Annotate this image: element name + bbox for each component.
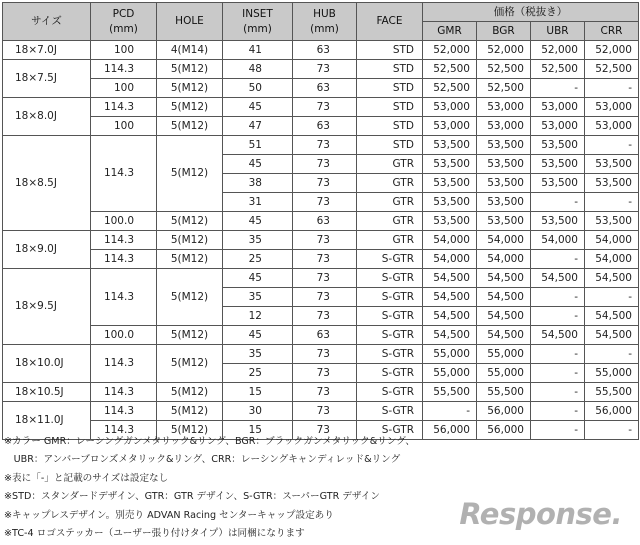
note-colors-cont: UBR：アンバーブロンズメタリック&リング、CRR：レーシングキャンディレッド&リング [4, 454, 401, 466]
hub-cell: 73 [293, 383, 357, 402]
size-cell: 18×10.0J [3, 345, 91, 383]
inset-cell: 45 [223, 269, 293, 288]
gmr-price-cell: 52,000 [423, 41, 477, 60]
pcd-cell: 114.3 [91, 98, 157, 117]
crr-price-cell: - [585, 421, 639, 440]
hub-cell: 63 [293, 79, 357, 98]
gmr-price-cell: 52,500 [423, 60, 477, 79]
note-colors: ※カラー GMR：レーシングガンメタリック&リング、BGR：ブラックガンメタリック&リング、 [4, 436, 416, 447]
crr-price-cell: 53,000 [585, 117, 639, 136]
inset-cell: 45 [223, 326, 293, 345]
table-row [3, 402, 639, 421]
crr-price-cell: - [585, 193, 639, 212]
inset-cell: 30 [223, 402, 293, 421]
header-inset: INSET (mm) [223, 3, 293, 41]
gmr-price-cell: - [423, 402, 477, 421]
ubr-price-cell: 53,000 [531, 117, 585, 136]
pcd-cell: 100 [91, 41, 157, 60]
ubr-price-cell: 53,000 [531, 98, 585, 117]
table-row [3, 98, 639, 117]
gmr-price-cell: 54,500 [423, 307, 477, 326]
hub-cell: 73 [293, 60, 357, 79]
ubr-price-cell: 53,500 [531, 155, 585, 174]
bgr-price-cell: 54,500 [477, 326, 531, 345]
ubr-price-cell: - [531, 383, 585, 402]
bgr-price-cell: 53,500 [477, 212, 531, 231]
bgr-price-cell: 53,500 [477, 193, 531, 212]
size-cell: 18×10.5J [3, 383, 91, 402]
table-row [3, 250, 639, 269]
face-cell: GTR [357, 174, 423, 193]
table-row [3, 345, 639, 364]
crr-price-cell: 53,000 [585, 98, 639, 117]
ubr-price-cell: - [531, 421, 585, 440]
gmr-price-cell: 53,500 [423, 193, 477, 212]
hub-cell: 73 [293, 155, 357, 174]
table-row [3, 212, 639, 231]
face-cell: STD [357, 136, 423, 155]
table-row [3, 117, 639, 136]
pcd-cell: 114.3 [91, 60, 157, 79]
pcd-cell: 114.3 [91, 402, 157, 421]
inset-cell: 38 [223, 174, 293, 193]
bgr-price-cell: 52,500 [477, 60, 531, 79]
ubr-price-cell: 53,500 [531, 136, 585, 155]
gmr-price-cell: 53,000 [423, 117, 477, 136]
pcd-cell: 100 [91, 117, 157, 136]
bgr-price-cell: 52,000 [477, 41, 531, 60]
bgr-price-cell: 53,500 [477, 174, 531, 193]
ubr-price-cell: 54,500 [531, 326, 585, 345]
hole-cell: 5(M12) [157, 136, 223, 212]
header-crr: CRR [585, 22, 639, 41]
face-cell: S-GTR [357, 307, 423, 326]
crr-price-cell: 54,000 [585, 231, 639, 250]
pcd-cell: 114.3 [91, 231, 157, 250]
hole-cell: 5(M12) [157, 383, 223, 402]
inset-cell: 45 [223, 212, 293, 231]
face-cell: STD [357, 117, 423, 136]
hole-cell: 5(M12) [157, 250, 223, 269]
inset-cell: 35 [223, 288, 293, 307]
face-cell: GTR [357, 231, 423, 250]
crr-price-cell: 52,000 [585, 41, 639, 60]
face-cell: STD [357, 60, 423, 79]
face-cell: GTR [357, 193, 423, 212]
size-cell: 18×11.0J [3, 402, 91, 440]
gmr-price-cell: 55,000 [423, 364, 477, 383]
crr-price-cell: - [585, 345, 639, 364]
ubr-price-cell: - [531, 307, 585, 326]
inset-cell: 48 [223, 60, 293, 79]
bgr-price-cell: 56,000 [477, 402, 531, 421]
bgr-price-cell: 54,000 [477, 250, 531, 269]
hub-cell: 73 [293, 364, 357, 383]
gmr-price-cell: 56,000 [423, 421, 477, 440]
pcd-cell: 114.3 [91, 269, 157, 326]
size-cell: 18×9.5J [3, 269, 91, 345]
hub-cell: 73 [293, 288, 357, 307]
inset-cell: 45 [223, 98, 293, 117]
note-unavailable: ※表に「-」と記載のサイズは設定なし [4, 472, 169, 484]
hole-cell: 5(M12) [157, 345, 223, 383]
crr-price-cell: - [585, 79, 639, 98]
crr-price-cell: 54,500 [585, 326, 639, 345]
bgr-price-cell: 54,500 [477, 307, 531, 326]
ubr-price-cell: 53,500 [531, 212, 585, 231]
hub-cell: 73 [293, 231, 357, 250]
pcd-cell: 114.3 [91, 421, 157, 440]
bgr-price-cell: 53,500 [477, 136, 531, 155]
gmr-price-cell: 53,500 [423, 174, 477, 193]
crr-price-cell: 55,000 [585, 364, 639, 383]
hub-cell: 73 [293, 174, 357, 193]
hub-cell: 73 [293, 402, 357, 421]
crr-price-cell: - [585, 288, 639, 307]
ubr-price-cell: 54,000 [531, 231, 585, 250]
inset-cell: 12 [223, 307, 293, 326]
bgr-price-cell: 53,500 [477, 155, 531, 174]
table-row [3, 383, 639, 402]
inset-cell: 25 [223, 250, 293, 269]
size-cell: 18×7.5J [3, 60, 91, 98]
hub-cell: 73 [293, 193, 357, 212]
table-row [3, 136, 639, 155]
header-hole: HOLE [157, 3, 223, 41]
face-cell: GTR [357, 155, 423, 174]
inset-cell: 35 [223, 345, 293, 364]
wheel-spec-table [2, 2, 639, 440]
hub-cell: 63 [293, 117, 357, 136]
ubr-price-cell: - [531, 288, 585, 307]
inset-cell: 15 [223, 421, 293, 440]
hub-cell: 73 [293, 98, 357, 117]
hub-cell: 63 [293, 212, 357, 231]
size-cell: 18×7.0J [3, 41, 91, 60]
bgr-price-cell: 53,000 [477, 117, 531, 136]
bgr-price-cell: 55,000 [477, 345, 531, 364]
face-cell: S-GTR [357, 364, 423, 383]
hole-cell: 5(M12) [157, 326, 223, 345]
hole-cell: 5(M12) [157, 269, 223, 326]
size-cell: 18×8.5J [3, 136, 91, 231]
table-row [3, 326, 639, 345]
bgr-price-cell: 54,000 [477, 231, 531, 250]
crr-price-cell: 54,500 [585, 307, 639, 326]
table-row [3, 60, 639, 79]
size-cell: 18×8.0J [3, 98, 91, 136]
crr-price-cell: 53,500 [585, 174, 639, 193]
pcd-cell: 100.0 [91, 212, 157, 231]
header-bgr: BGR [477, 22, 531, 41]
gmr-price-cell: 54,500 [423, 326, 477, 345]
hole-cell: 5(M12) [157, 402, 223, 421]
header-face: FACE [357, 3, 423, 41]
note-sticker: ※TC-4 ロゴステッカー（ユーザー張り付けタイプ）は同梱になります [4, 528, 305, 540]
hub-cell: 73 [293, 307, 357, 326]
ubr-price-cell: 54,500 [531, 269, 585, 288]
note-face-design: ※STD：スタンダードデザイン、GTR：GTR デザイン、S-GTR：スーパーGTR デザイン [4, 491, 380, 503]
hole-cell: 4(M14) [157, 41, 223, 60]
face-cell: S-GTR [357, 345, 423, 364]
face-cell: S-GTR [357, 269, 423, 288]
gmr-price-cell: 53,500 [423, 136, 477, 155]
gmr-price-cell: 55,000 [423, 345, 477, 364]
gmr-price-cell: 54,500 [423, 288, 477, 307]
crr-price-cell: 55,500 [585, 383, 639, 402]
face-cell: S-GTR [357, 402, 423, 421]
crr-price-cell: 54,500 [585, 269, 639, 288]
ubr-price-cell: - [531, 364, 585, 383]
bgr-price-cell: 55,000 [477, 364, 531, 383]
crr-price-cell: 53,500 [585, 155, 639, 174]
header-price: 価格（税抜き） [423, 3, 639, 22]
inset-cell: 50 [223, 79, 293, 98]
pcd-cell: 100.0 [91, 326, 157, 345]
gmr-price-cell: 53,500 [423, 155, 477, 174]
inset-cell: 15 [223, 383, 293, 402]
ubr-price-cell: - [531, 193, 585, 212]
crr-price-cell: 52,500 [585, 60, 639, 79]
hub-cell: 73 [293, 345, 357, 364]
table-row [3, 41, 639, 60]
face-cell: S-GTR [357, 250, 423, 269]
hub-cell: 73 [293, 269, 357, 288]
bgr-price-cell: 53,000 [477, 98, 531, 117]
gmr-price-cell: 54,500 [423, 269, 477, 288]
header-ubr: UBR [531, 22, 585, 41]
inset-cell: 51 [223, 136, 293, 155]
ubr-price-cell: 53,500 [531, 174, 585, 193]
inset-cell: 41 [223, 41, 293, 60]
hole-cell: 5(M12) [157, 212, 223, 231]
hole-cell: 5(M12) [157, 117, 223, 136]
header-hub: HUB (mm) [293, 3, 357, 41]
bgr-price-cell: 52,500 [477, 79, 531, 98]
pcd-cell: 114.3 [91, 345, 157, 383]
hole-cell: 5(M12) [157, 79, 223, 98]
gmr-price-cell: 52,500 [423, 79, 477, 98]
face-cell: S-GTR [357, 383, 423, 402]
face-cell: STD [357, 98, 423, 117]
inset-cell: 35 [223, 231, 293, 250]
header-size: サイズ [3, 3, 91, 41]
pcd-cell: 114.3 [91, 136, 157, 212]
bgr-price-cell: 56,000 [477, 421, 531, 440]
gmr-price-cell: 54,000 [423, 250, 477, 269]
face-cell: STD [357, 41, 423, 60]
hub-cell: 73 [293, 421, 357, 440]
ubr-price-cell: - [531, 79, 585, 98]
bgr-price-cell: 54,500 [477, 288, 531, 307]
response-watermark-logo: Response. [459, 497, 622, 531]
size-cell: 18×9.0J [3, 231, 91, 269]
pcd-cell: 114.3 [91, 383, 157, 402]
inset-cell: 45 [223, 155, 293, 174]
ubr-price-cell: - [531, 402, 585, 421]
face-cell: GTR [357, 212, 423, 231]
pcd-cell: 114.3 [91, 250, 157, 269]
ubr-price-cell: - [531, 345, 585, 364]
bgr-price-cell: 54,500 [477, 269, 531, 288]
hub-cell: 63 [293, 41, 357, 60]
ubr-price-cell: 52,500 [531, 60, 585, 79]
inset-cell: 31 [223, 193, 293, 212]
gmr-price-cell: 53,000 [423, 98, 477, 117]
face-cell: S-GTR [357, 288, 423, 307]
header-pcd: PCD (mm) [91, 3, 157, 41]
table-row [3, 231, 639, 250]
inset-cell: 25 [223, 364, 293, 383]
table-row [3, 79, 639, 98]
hub-cell: 73 [293, 136, 357, 155]
hole-cell: 5(M12) [157, 231, 223, 250]
hole-cell: 5(M12) [157, 60, 223, 79]
face-cell: STD [357, 79, 423, 98]
face-cell: S-GTR [357, 326, 423, 345]
gmr-price-cell: 53,500 [423, 212, 477, 231]
bgr-price-cell: 55,500 [477, 383, 531, 402]
hub-cell: 73 [293, 250, 357, 269]
note-capless: ※キャップレスデザイン。別売り ADVAN Racing センターキャップ設定あり [4, 509, 334, 521]
gmr-price-cell: 54,000 [423, 231, 477, 250]
hub-cell: 63 [293, 326, 357, 345]
crr-price-cell: 54,000 [585, 250, 639, 269]
gmr-price-cell: 55,500 [423, 383, 477, 402]
ubr-price-cell: 52,000 [531, 41, 585, 60]
header-gmr: GMR [423, 22, 477, 41]
pcd-cell: 100 [91, 79, 157, 98]
inset-cell: 47 [223, 117, 293, 136]
crr-price-cell: 53,500 [585, 212, 639, 231]
table-row [3, 269, 639, 288]
face-cell: S-GTR [357, 421, 423, 440]
hole-cell: 5(M12) [157, 421, 223, 440]
crr-price-cell: - [585, 136, 639, 155]
crr-price-cell: 56,000 [585, 402, 639, 421]
ubr-price-cell: - [531, 250, 585, 269]
hole-cell: 5(M12) [157, 98, 223, 117]
